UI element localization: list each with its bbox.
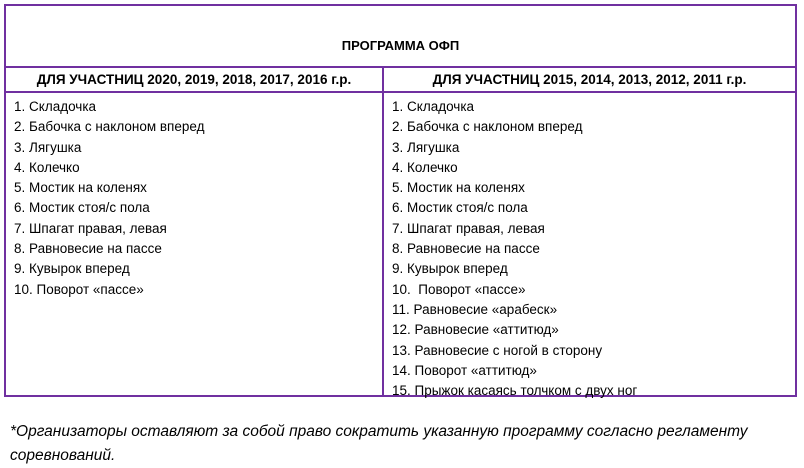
table-body-row [6, 93, 795, 399]
list-item: 1. Складочка [392, 99, 475, 114]
table-title: ПРОГРАММА ОФП [6, 6, 795, 68]
right-column-header: ДЛЯ УЧАСТНИЦ 2015, 2014, 2013, 2012, 2011 г.р. [432, 72, 747, 87]
list-item: 6. Мостик стоя/с пола [14, 200, 150, 216]
list-item: 4. Колечко [14, 159, 80, 175]
list-item: 2. Бабочка с наклоном вперед [14, 119, 205, 135]
list-item: 10. Поворот «пассе» [392, 281, 526, 297]
list-item: 11. Равновесие «арабеск» [392, 301, 558, 317]
list-item: 3. Лягушка [392, 139, 460, 155]
list-item: 7. Шпагат правая, левая [14, 220, 167, 236]
left-column [6, 93, 384, 395]
list-item: 8. Равновесие на пассе [14, 241, 162, 257]
list-item: 3. Лягушка [14, 139, 82, 155]
list-item: 6. Мостик стоя/с пола [392, 200, 528, 216]
list-item: 12. Равновесие «аттитюд» [392, 322, 559, 338]
left-exercise-list [14, 97, 382, 300]
list-item: 4. Колечко [392, 159, 458, 175]
footnote: *Организаторы оставляют за собой право сократить указанную программу согласно регламенту соревнований. [10, 423, 748, 464]
right-column [384, 93, 795, 399]
list-item: 5. Мостик на коленях [392, 180, 525, 196]
program-table [4, 4, 797, 397]
list-item: 14. Поворот «аттитюд» [392, 362, 537, 378]
list-item: 5. Мостик на коленях [14, 180, 147, 196]
list-item: 9. Кувырок вперед [392, 261, 508, 277]
right-exercise-list [392, 97, 795, 401]
table-header-row [6, 68, 795, 93]
list-item: 9. Кувырок вперед [14, 261, 130, 277]
list-item: 10. Поворот «пассе» [14, 281, 144, 297]
list-item: 1. Складочка [14, 99, 97, 114]
list-item: 7. Шпагат правая, левая [392, 220, 545, 236]
left-column-header: ДЛЯ УЧАСТНИЦ 2020, 2019, 2018, 2017, 2016 г.р. [6, 68, 384, 91]
list-item: 2. Бабочка с наклоном вперед [392, 119, 583, 135]
list-item: 15. Прыжок касаясь толчком с двух ног [392, 383, 638, 399]
list-item: 13. Равновесие с ногой в сторону [392, 342, 603, 358]
list-item: 8. Равновесие на пассе [392, 241, 540, 257]
